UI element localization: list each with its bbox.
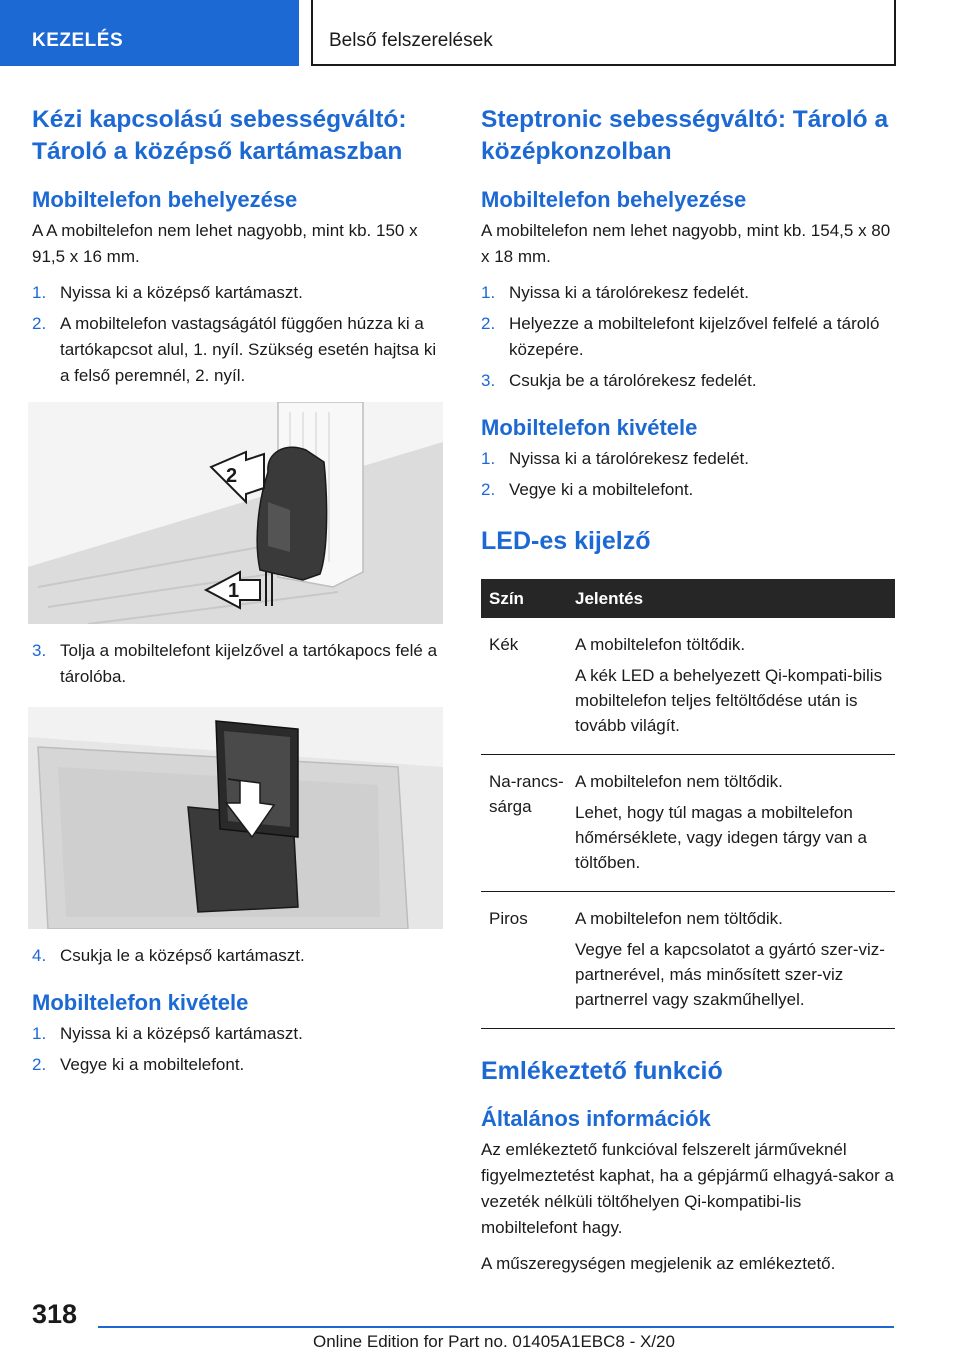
reminder-paragraph: Az emlékeztető funkcióval felszerelt járműveknél figyelmeztetést kaphat, ha a gépjármű elhagyá-sakor a vezeték nélküli töltőhelyen Qi-kompatibi-lis mobiltelefont hagy. [481, 1140, 894, 1237]
col-header-meaning: Jelentés [569, 579, 895, 618]
left-remove-steps [32, 1021, 444, 1078]
list-item: 1. Nyissa ki a középső kartámaszt. [32, 283, 303, 302]
left-remove-heading: Mobiltelefon kivétele [32, 990, 249, 1015]
list-item: 2. Vegye ki a mobiltelefont. [481, 480, 694, 499]
table-header-row [481, 579, 895, 618]
figure-armrest-clip [28, 402, 443, 624]
section-title: Belső felszerelések [311, 0, 896, 66]
cell-meaning: A mobiltelefon töltődik. A kék LED a behelyezett Qi-kompati-bilis mobiltelefon teljes feltöltődése után is tovább világít. [569, 618, 895, 755]
footer-divider [98, 1326, 894, 1328]
cell-color: Na-rancs-sárga [481, 755, 569, 892]
list-item: 2. Helyezze a mobiltelefont kijelzővel felfelé a tároló közepére. [481, 314, 880, 359]
reminder-heading: Emlékeztető funkció [481, 1057, 723, 1085]
right-remove-steps [481, 446, 895, 503]
right-insert-intro: A mobiltelefon nem lehet nagyobb, mint kb. 154,5 x 80 x 18 mm. [481, 221, 891, 266]
list-item: 1. Nyissa ki a tárolórekesz fedelét. [481, 283, 749, 302]
left-insert-step4 [32, 943, 444, 969]
left-insert-steps [32, 280, 444, 389]
left-insert-heading: Mobiltelefon behelyezése [32, 187, 298, 212]
reminder-paragraph: A műszeregységen megjelenik az emlékeztető. [481, 1254, 836, 1273]
list-item: 3. Csukja be a tárolórekesz fedelét. [481, 371, 757, 390]
table-row [481, 618, 895, 755]
figure-phone-insert [28, 707, 443, 929]
list-item: 3. Tolja a mobiltelefont kijelzővel a tartókapocs felé a tárolóba. [32, 641, 438, 686]
right-insert-steps [481, 280, 895, 394]
col-header-color: Szín [481, 579, 569, 618]
right-section-title: Steptronic sebességváltó: Tároló a középkonzolban [481, 106, 889, 165]
cell-meaning: A mobiltelefon nem töltődik. Lehet, hogy túl magas a mobiltelefon hőmérséklete, vagy idegen tárgy van a töltőben. [569, 755, 895, 892]
list-item: 4. Csukja le a középső kartámaszt. [32, 946, 305, 965]
right-remove-heading: Mobiltelefon kivétele [481, 415, 698, 440]
list-item: 1. Nyissa ki a tárolórekesz fedelét. [481, 449, 749, 468]
right-column [481, 104, 895, 1287]
led-table [481, 579, 895, 1029]
page-number: 318 [32, 1299, 78, 1329]
list-item: 2. A mobiltelefon vastagságától függően húzza ki a tartókapcsot alul, 1. nyíl. Szükség esetén hajtsa ki a felső peremnél, 2. nyíl. [32, 314, 437, 385]
cell-meaning: A mobiltelefon nem töltődik. Vegye fel a kapcsolatot a gyártó szer-viz-partnerével, más minősített szer-viz partnerrel vagy szakműhellyel. [569, 892, 895, 1029]
table-row [481, 892, 895, 1029]
left-insert-intro: A A mobiltelefon nem lehet nagyobb, mint kb. 150 x 91,5 x 16 mm. [32, 221, 418, 266]
list-item: 2. Vegye ki a mobiltelefont. [32, 1055, 245, 1074]
page-header [0, 0, 960, 66]
left-column [32, 104, 444, 1083]
table-row [481, 755, 895, 892]
reminder-subheading: Általános információk [481, 1106, 711, 1131]
left-section-title: Kézi kapcsolású sebességváltó: Tároló a középső kartámaszban [32, 106, 407, 165]
cell-color: Kék [481, 618, 569, 755]
arrow-label-2: 2 [226, 465, 238, 487]
led-heading: LED-es kijelző [481, 527, 651, 555]
edition-text: Online Edition for Part no. 01405A1EBC8 - X/20 [313, 1332, 675, 1351]
cell-color: Piros [481, 892, 569, 1029]
arrow-label-1: 1 [228, 580, 240, 602]
list-item: 1. Nyissa ki a középső kartámaszt. [32, 1024, 303, 1043]
left-insert-step3 [32, 638, 444, 690]
chapter-tab[interactable]: KEZELÉS [0, 0, 299, 66]
right-insert-heading: Mobiltelefon behelyezése [481, 187, 747, 212]
